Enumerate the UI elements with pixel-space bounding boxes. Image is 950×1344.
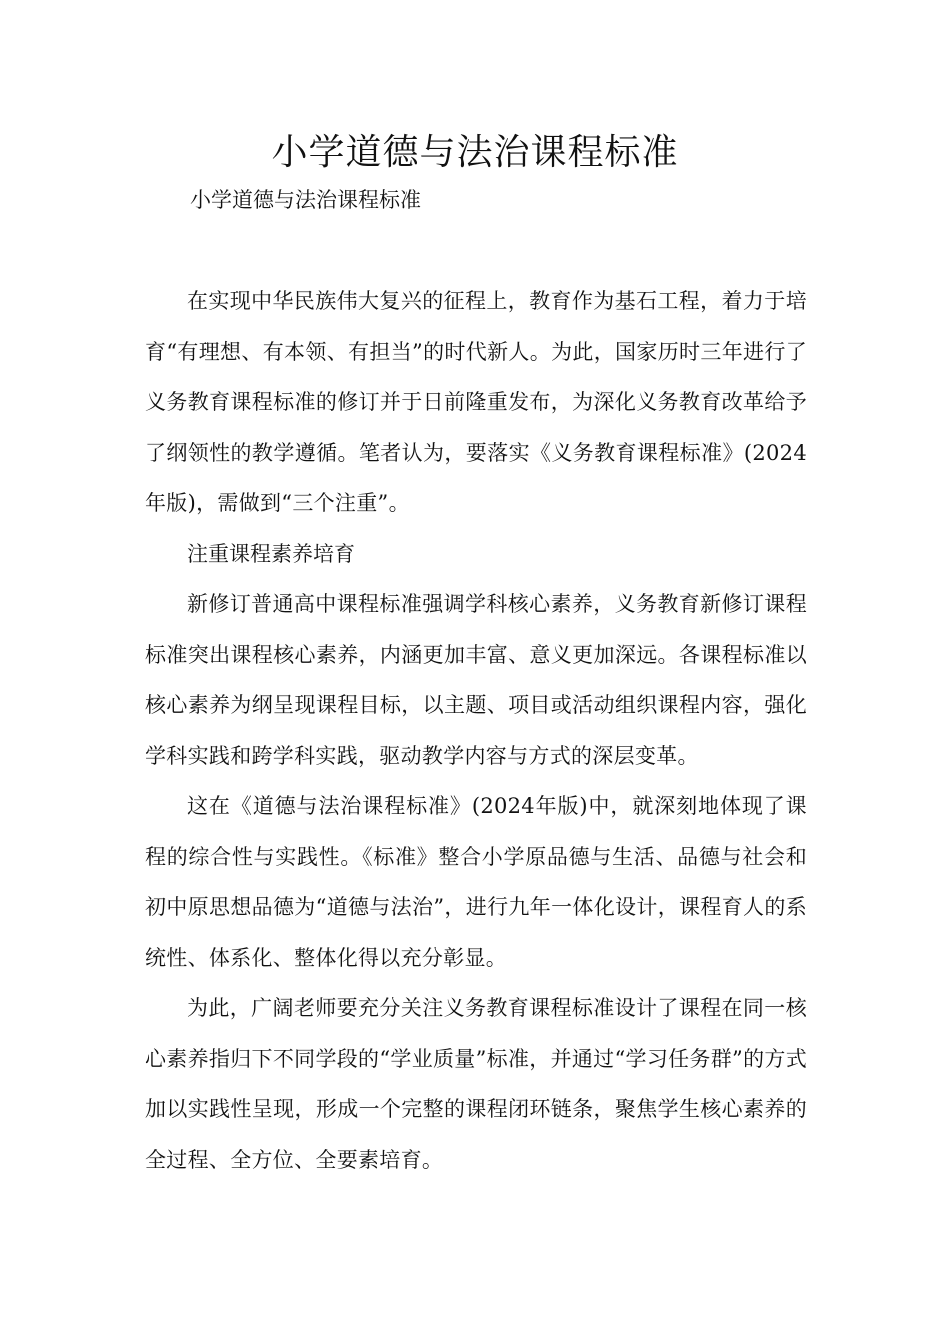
paragraph-core-literacy: 新修订普通高中课程标准强调学科核心素养，义务教育新修订课程标准突出课程核心素养，内涵更加丰富、意义更加深远。各课程标准以核心素养为纲呈现课程目标，以主题、项目或活动组织课程内容，强化学科实践和跨学科实践，驱动教学内容与方式的深层变革。 xyxy=(145,592,807,768)
paragraph-teacher-focus: 为此，广阔老师要充分关注义务教育课程标准设计了课程在同一核心素养指归下不同学段的“学业质量”标准，并通过“学习任务群”的方式加以实践性呈现，形成一个完整的课程闭环链条，聚焦学生核心素养的全过程、全方位、全要素培育。 xyxy=(145,996,807,1172)
document-body xyxy=(145,276,807,1185)
section-heading: 注重课程素养培育 xyxy=(187,541,355,566)
document-subtitle: 小学道德与法治课程标准 xyxy=(190,188,421,212)
paragraph-moral-law-standard: 这在《道德与法治课程标准》(2024年版)中，就深刻地体现了课程的综合性与实践性。《标准》整合小学原品德与生活、品德与社会和初中原思想品德为“道德与法治”，进行九年一体化设计，课程育人的系统性、体系化、整体化得以充分彰显。 xyxy=(145,794,807,970)
paragraph-intro: 在实现中华民族伟大复兴的征程上，教育作为基石工程，着力于培育“有理想、有本领、有担当”的时代新人。为此，国家历时三年进行了义务教育课程标准的修订并于日前隆重发布，为深化义务教育改革给予了纲领性的教学遵循。笔者认为，要落实《义务教育课程标准》(2024年版)，需做到“三个注重”。 xyxy=(145,289,807,515)
document-title: 小学道德与法治课程标准 xyxy=(271,132,679,173)
